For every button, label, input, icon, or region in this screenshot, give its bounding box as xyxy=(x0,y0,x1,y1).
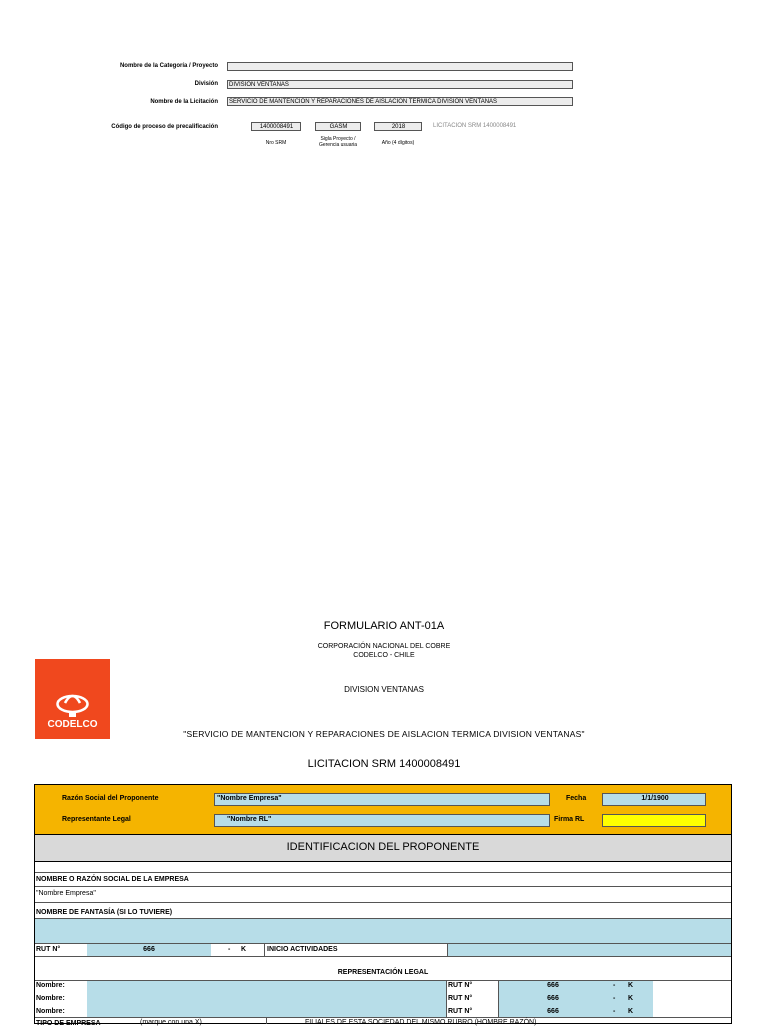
rep1-dv: K xyxy=(628,982,634,989)
rep2-rut-value: 666 xyxy=(547,995,559,1002)
logo-text: CODELCO xyxy=(47,719,98,730)
fantasia-field[interactable] xyxy=(35,919,731,943)
razon-label: Razón Social del Proponente xyxy=(62,795,159,802)
rep-nombre-fields[interactable] xyxy=(87,981,447,1017)
rep1-nombre-label: Nombre: xyxy=(36,982,65,989)
nombre-razon-value[interactable]: "Nombre Empresa" xyxy=(36,890,96,897)
nro-srm-field[interactable]: 1400008491 xyxy=(251,122,301,131)
razon-field[interactable]: "Nombre Empresa" xyxy=(214,793,550,806)
codigo-label: Código de proceso de precalificación xyxy=(111,124,218,130)
division-label: División xyxy=(194,81,218,87)
rep1-dash: - xyxy=(613,982,616,989)
anio-field[interactable]: 2018 xyxy=(374,122,422,131)
fecha-field[interactable]: 1/1/1900 xyxy=(602,793,706,806)
rep3-rut-value: 666 xyxy=(547,1008,559,1015)
rep2-nombre-label: Nombre: xyxy=(36,995,65,1002)
nombre-razon-label: NOMBRE O RAZÓN SOCIAL DE LA EMPRESA xyxy=(36,876,189,883)
rut-dv: K xyxy=(241,946,247,953)
firma-label: Firma RL xyxy=(554,816,585,823)
rut-dash: - xyxy=(228,946,231,953)
rep-label: Representante Legal xyxy=(62,816,131,823)
rep3-nombre-label: Nombre: xyxy=(36,1008,65,1015)
sigla-caption: Sigla Proyecto / Gerencia usuaria xyxy=(318,136,358,148)
rep-legal-title: REPRESENTACIÓN LEGAL xyxy=(337,969,429,976)
rep2-dash: - xyxy=(613,995,616,1002)
rep1-rut-value: 666 xyxy=(547,982,559,989)
service-title: "SERVICIO DE MANTENCION Y REPARACIONES DE AISLACION TERMICA DIVISION VENTANAS" xyxy=(183,729,585,739)
tipo-label: TIPO DE EMPRESA xyxy=(36,1020,101,1027)
sigla-field[interactable]: GASM xyxy=(315,122,361,131)
categoria-field[interactable] xyxy=(227,62,573,71)
licitacion-title: LICITACION SRM 1400008491 xyxy=(307,758,461,770)
categoria-label: Nombre de la Categoría / Proyecto xyxy=(119,63,218,69)
rep3-dash: - xyxy=(613,1008,616,1015)
inicio-label: INICIO ACTIVIDADES xyxy=(267,946,338,953)
division-heading: DIVISION VENTANAS xyxy=(344,685,424,694)
firma-field[interactable] xyxy=(602,814,706,827)
rep2-rut-label: RUT N° xyxy=(448,995,473,1002)
licitacion-field[interactable]: SERVICIO DE MANTENCION Y REPARACIONES DE AISLACION TERMICA DIVISION VENTANAS xyxy=(227,97,573,106)
rut-value: 666 xyxy=(143,946,155,953)
form-title: FORMULARIO ANT-01A xyxy=(323,620,445,632)
ident-title: IDENTIFICACION DEL PROPONENTE xyxy=(286,841,480,853)
corp-line2: CODELCO - CHILE xyxy=(353,652,415,659)
codelco-logo xyxy=(35,659,110,739)
rep2-dv: K xyxy=(628,995,634,1002)
licitacion-srm-ref: LICITACION SRM 1400008491 xyxy=(433,123,517,129)
rep1-rut-label: RUT N° xyxy=(448,982,473,989)
tipo-hint: (marque con una X) xyxy=(140,1019,202,1026)
division-field[interactable]: DIVISION VENTANAS xyxy=(227,80,573,89)
fantasia-label: NOMBRE DE FANTASÍA (SI LO TUVIERE) xyxy=(36,909,173,916)
filiales-label: FILIALES DE ESTA SOCIEDAD DEL MISMO RUBRO (HOMBRE RAZÓN) xyxy=(305,1019,537,1026)
corp-line1: CORPORACIÓN NACIONAL DEL COBRE xyxy=(317,643,451,650)
rep-legal-rows xyxy=(35,981,731,1017)
fecha-label: Fecha xyxy=(566,795,587,802)
inicio-field[interactable] xyxy=(448,944,731,956)
rep3-dv: K xyxy=(628,1008,634,1015)
nro-srm-caption: Nro SRM xyxy=(265,140,287,146)
rep3-rut-label: RUT N° xyxy=(448,1008,473,1015)
rut-label: RUT N° xyxy=(36,946,61,953)
licitacion-label: Nombre de la Licitación xyxy=(150,99,218,105)
rep-field[interactable]: "Nombre RL" xyxy=(214,814,550,827)
anio-caption: Año (4 dígitos) xyxy=(381,140,415,146)
